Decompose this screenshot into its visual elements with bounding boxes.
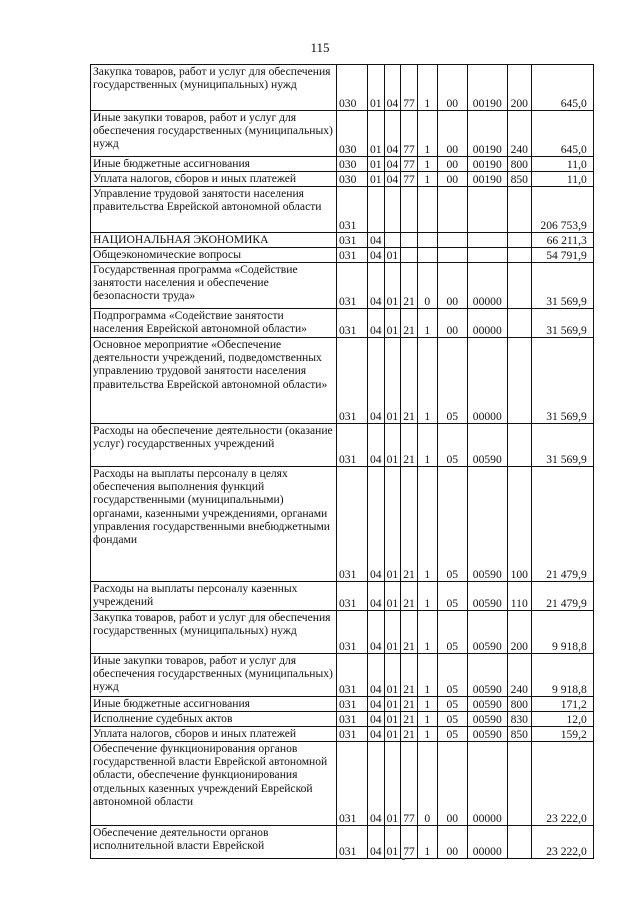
row-code-program: 21 <box>401 309 418 338</box>
row-code-direction: 00590 <box>467 611 507 654</box>
row-amount: 21 479,9 <box>531 467 593 582</box>
row-code-pr: 04 <box>384 65 401 111</box>
row-name: Уплата налогов, сборов и иных платежей <box>91 172 337 187</box>
row-amount: 11,0 <box>531 157 593 172</box>
table-row <box>91 309 594 338</box>
row-code-pr: 01 <box>384 611 401 654</box>
row-code-program: 21 <box>401 263 418 309</box>
row-code-program: 21 <box>401 712 418 727</box>
row-name: Закупка товаров, работ и услуг для обеспечения государственных (муниципальных) нужд <box>91 611 337 654</box>
row-code-direction: 00000 <box>467 742 507 826</box>
table-row <box>91 338 594 424</box>
row-name: Иные закупки товаров, работ и услуг для обеспечения государственных (муниципальных) нужд <box>91 654 337 697</box>
row-name: Обеспечение функционирования органов государственной власти Еврейской автономной области, обеспечение функционирования отдельных казенных учреждений Еврейской автономной области <box>91 742 337 826</box>
row-name: Расходы на выплаты персоналу казенных учреждений <box>91 582 337 611</box>
row-code-ved: 031 <box>337 263 368 309</box>
row-code-ved: 031 <box>337 309 368 338</box>
row-code-subprogram <box>417 248 437 263</box>
row-code-direction: 00190 <box>467 157 507 172</box>
row-code-ved: 031 <box>337 248 368 263</box>
row-code-program: 21 <box>401 727 418 742</box>
row-code-direction: 00000 <box>467 826 507 859</box>
row-code-program <box>401 187 418 233</box>
row-code-pr: 01 <box>384 712 401 727</box>
row-code-pr: 01 <box>384 309 401 338</box>
row-code-direction: 00590 <box>467 654 507 697</box>
row-code-activity <box>437 187 467 233</box>
row-code-subprogram: 1 <box>417 727 437 742</box>
row-code-pr: 01 <box>384 467 401 582</box>
row-code-rz: 04 <box>368 826 385 859</box>
row-code-vr: 850 <box>507 727 531 742</box>
row-code-subprogram: 1 <box>417 582 437 611</box>
row-code-ved: 031 <box>337 187 368 233</box>
table-row <box>91 248 594 263</box>
row-code-rz: 04 <box>368 309 385 338</box>
row-code-rz: 04 <box>368 611 385 654</box>
row-code-vr: 800 <box>507 697 531 712</box>
row-code-rz: 04 <box>368 712 385 727</box>
row-code-subprogram: 1 <box>417 697 437 712</box>
row-code-pr: 01 <box>384 248 401 263</box>
row-code-ved: 031 <box>337 233 368 248</box>
row-code-pr: 01 <box>384 742 401 826</box>
row-amount: 54 791,9 <box>531 248 593 263</box>
row-code-rz: 01 <box>368 172 385 187</box>
row-code-direction <box>467 248 507 263</box>
row-code-subprogram: 1 <box>417 172 437 187</box>
row-code-rz: 04 <box>368 742 385 826</box>
row-code-rz: 04 <box>368 697 385 712</box>
row-code-rz: 04 <box>368 424 385 467</box>
row-amount: 645,0 <box>531 65 593 111</box>
row-code-program: 77 <box>401 65 418 111</box>
row-code-vr: 110 <box>507 582 531 611</box>
row-code-rz: 04 <box>368 233 385 248</box>
row-code-subprogram: 1 <box>417 65 437 111</box>
table-row <box>91 172 594 187</box>
row-code-vr: 240 <box>507 654 531 697</box>
table-row <box>91 233 594 248</box>
row-code-program <box>401 233 418 248</box>
row-code-ved: 031 <box>337 467 368 582</box>
row-code-pr: 01 <box>384 338 401 424</box>
row-code-rz: 04 <box>368 467 385 582</box>
row-code-activity: 00 <box>437 65 467 111</box>
row-code-direction: 00190 <box>467 172 507 187</box>
row-amount: 66 211,3 <box>531 233 593 248</box>
row-code-activity: 05 <box>437 611 467 654</box>
table-row <box>91 611 594 654</box>
row-name: Уплата налогов, сборов и иных платежей <box>91 727 337 742</box>
row-code-activity: 05 <box>437 338 467 424</box>
row-code-pr: 01 <box>384 826 401 859</box>
page-number: 115 <box>310 40 330 55</box>
table-row <box>91 712 594 727</box>
row-code-rz: 04 <box>368 338 385 424</box>
table-row <box>91 654 594 697</box>
row-code-ved: 031 <box>337 338 368 424</box>
row-code-activity: 05 <box>437 697 467 712</box>
row-amount: 31 569,9 <box>531 263 593 309</box>
row-code-vr: 100 <box>507 467 531 582</box>
row-code-activity: 00 <box>437 263 467 309</box>
row-name: Управление трудовой занятости населения правительства Еврейской автономной области <box>91 187 337 233</box>
table-row <box>91 826 594 859</box>
row-amount: 23 222,0 <box>531 826 593 859</box>
table-row <box>91 582 594 611</box>
row-code-direction <box>467 233 507 248</box>
row-name: Исполнение судебных актов <box>91 712 337 727</box>
row-code-direction: 00590 <box>467 467 507 582</box>
row-code-vr: 240 <box>507 111 531 157</box>
row-code-pr: 04 <box>384 111 401 157</box>
row-name: Подпрограмма «Содействие занятости населения Еврейской автономной области» <box>91 309 337 338</box>
row-code-subprogram: 1 <box>417 111 437 157</box>
row-code-activity: 00 <box>437 826 467 859</box>
row-amount: 645,0 <box>531 111 593 157</box>
row-code-activity: 00 <box>437 309 467 338</box>
row-code-ved: 030 <box>337 111 368 157</box>
row-amount: 9 918,8 <box>531 611 593 654</box>
row-code-activity: 05 <box>437 467 467 582</box>
row-code-program: 21 <box>401 697 418 712</box>
row-code-activity: 05 <box>437 424 467 467</box>
table-row <box>91 727 594 742</box>
row-code-subprogram: 0 <box>417 263 437 309</box>
row-code-rz: 01 <box>368 157 385 172</box>
table-row <box>91 157 594 172</box>
row-code-rz <box>368 187 385 233</box>
row-code-vr <box>507 742 531 826</box>
row-code-ved: 031 <box>337 712 368 727</box>
row-code-activity: 00 <box>437 111 467 157</box>
row-amount: 12,0 <box>531 712 593 727</box>
row-name: Государственная программа «Содействие занятости населения и обеспечение безопасности труда» <box>91 263 337 309</box>
row-code-program: 21 <box>401 467 418 582</box>
row-code-subprogram: 1 <box>417 467 437 582</box>
row-code-subprogram: 0 <box>417 742 437 826</box>
row-code-pr: 01 <box>384 654 401 697</box>
row-code-vr: 830 <box>507 712 531 727</box>
row-code-program: 21 <box>401 582 418 611</box>
row-code-activity: 00 <box>437 172 467 187</box>
row-code-program: 21 <box>401 338 418 424</box>
row-code-subprogram: 1 <box>417 157 437 172</box>
row-code-ved: 031 <box>337 697 368 712</box>
table-row <box>91 263 594 309</box>
row-amount: 23 222,0 <box>531 742 593 826</box>
row-code-pr <box>384 233 401 248</box>
row-code-pr <box>384 187 401 233</box>
row-code-vr: 800 <box>507 157 531 172</box>
row-code-direction: 00190 <box>467 111 507 157</box>
row-code-subprogram: 1 <box>417 424 437 467</box>
row-amount: 171,2 <box>531 697 593 712</box>
row-code-program: 21 <box>401 424 418 467</box>
row-code-direction: 00000 <box>467 338 507 424</box>
row-code-ved: 030 <box>337 172 368 187</box>
row-name: Иные бюджетные ассигнования <box>91 157 337 172</box>
row-code-program: 77 <box>401 172 418 187</box>
row-name: Иные закупки товаров, работ и услуг для обеспечения государственных (муниципальных) нужд <box>91 111 337 157</box>
row-code-vr <box>507 309 531 338</box>
row-code-pr: 01 <box>384 727 401 742</box>
row-amount: 31 569,9 <box>531 424 593 467</box>
row-code-activity: 05 <box>437 582 467 611</box>
row-code-direction: 00590 <box>467 424 507 467</box>
table-row <box>91 742 594 826</box>
row-code-rz: 01 <box>368 111 385 157</box>
row-code-ved: 031 <box>337 654 368 697</box>
row-amount: 31 569,9 <box>531 309 593 338</box>
row-code-program: 77 <box>401 742 418 826</box>
row-code-activity: 00 <box>437 742 467 826</box>
row-amount: 31 569,9 <box>531 338 593 424</box>
row-amount: 11,0 <box>531 172 593 187</box>
row-code-pr: 01 <box>384 582 401 611</box>
row-code-subprogram <box>417 233 437 248</box>
row-name: Закупка товаров, работ и услуг для обеспечения государственных (муниципальных) нужд <box>91 65 337 111</box>
row-code-vr <box>507 826 531 859</box>
row-code-direction: 00590 <box>467 582 507 611</box>
table-row <box>91 467 594 582</box>
row-code-rz: 04 <box>368 654 385 697</box>
row-code-pr: 01 <box>384 697 401 712</box>
row-code-activity <box>437 233 467 248</box>
table-row <box>91 65 594 111</box>
row-code-pr: 04 <box>384 157 401 172</box>
row-code-program <box>401 248 418 263</box>
row-code-direction: 00590 <box>467 697 507 712</box>
row-code-rz: 04 <box>368 248 385 263</box>
table-row <box>91 697 594 712</box>
row-code-direction: 00000 <box>467 263 507 309</box>
row-code-vr <box>507 248 531 263</box>
budget-table <box>90 64 594 859</box>
row-code-subprogram: 1 <box>417 309 437 338</box>
row-code-program: 77 <box>401 111 418 157</box>
row-code-program: 21 <box>401 611 418 654</box>
row-code-ved: 031 <box>337 582 368 611</box>
row-code-rz: 04 <box>368 263 385 309</box>
row-code-subprogram: 1 <box>417 338 437 424</box>
table-row <box>91 187 594 233</box>
row-name: Основное мероприятие «Обеспечение деятельности учреждений, подведомственных управлению трудовой занятости населения правительства Еврейской автономной области» <box>91 338 337 424</box>
row-code-ved: 030 <box>337 65 368 111</box>
row-code-activity <box>437 248 467 263</box>
row-code-program: 21 <box>401 654 418 697</box>
row-name: НАЦИОНАЛЬНАЯ ЭКОНОМИКА <box>91 233 337 248</box>
row-code-subprogram: 1 <box>417 712 437 727</box>
row-code-vr: 200 <box>507 65 531 111</box>
table-row <box>91 424 594 467</box>
row-code-ved: 031 <box>337 424 368 467</box>
row-code-subprogram: 1 <box>417 611 437 654</box>
row-code-ved: 031 <box>337 611 368 654</box>
row-code-vr: 200 <box>507 611 531 654</box>
row-code-direction: 00590 <box>467 727 507 742</box>
row-code-direction: 00000 <box>467 309 507 338</box>
row-code-vr <box>507 424 531 467</box>
row-code-rz: 01 <box>368 65 385 111</box>
row-code-vr <box>507 187 531 233</box>
row-code-direction: 00590 <box>467 712 507 727</box>
row-code-subprogram <box>417 187 437 233</box>
row-code-vr: 850 <box>507 172 531 187</box>
row-amount: 9 918,8 <box>531 654 593 697</box>
row-code-activity: 05 <box>437 654 467 697</box>
row-code-subprogram: 1 <box>417 654 437 697</box>
row-code-program: 77 <box>401 826 418 859</box>
row-code-vr <box>507 263 531 309</box>
row-amount: 21 479,9 <box>531 582 593 611</box>
row-code-ved: 031 <box>337 826 368 859</box>
row-code-activity: 05 <box>437 712 467 727</box>
row-code-direction: 00190 <box>467 65 507 111</box>
table-row <box>91 111 594 157</box>
row-name: Расходы на обеспечение деятельности (оказание услуг) государственных учреждений <box>91 424 337 467</box>
row-code-pr: 01 <box>384 263 401 309</box>
row-code-pr: 01 <box>384 424 401 467</box>
row-code-subprogram: 1 <box>417 826 437 859</box>
scan-dot <box>402 858 405 860</box>
budget-table-body <box>91 65 594 859</box>
row-code-ved: 030 <box>337 157 368 172</box>
row-code-vr <box>507 233 531 248</box>
row-code-pr: 04 <box>384 172 401 187</box>
row-code-ved: 031 <box>337 727 368 742</box>
row-code-program: 77 <box>401 157 418 172</box>
row-name: Расходы на выплаты персоналу в целях обеспечения выполнения функций государственными (муниципальными) органами, казенными учреждениями, органами управления государственными внебюджетными фондами <box>91 467 337 582</box>
row-name: Общеэкономические вопросы <box>91 248 337 263</box>
row-amount: 206 753,9 <box>531 187 593 233</box>
row-name: Иные бюджетные ассигнования <box>91 697 337 712</box>
row-code-ved: 031 <box>337 742 368 826</box>
row-code-activity: 00 <box>437 157 467 172</box>
row-amount: 159,2 <box>531 727 593 742</box>
row-code-rz: 04 <box>368 582 385 611</box>
row-code-rz: 04 <box>368 727 385 742</box>
row-code-activity: 05 <box>437 727 467 742</box>
row-name: Обеспечение деятельности органов исполнительной власти Еврейской <box>91 826 337 859</box>
row-code-direction <box>467 187 507 233</box>
row-code-vr <box>507 338 531 424</box>
